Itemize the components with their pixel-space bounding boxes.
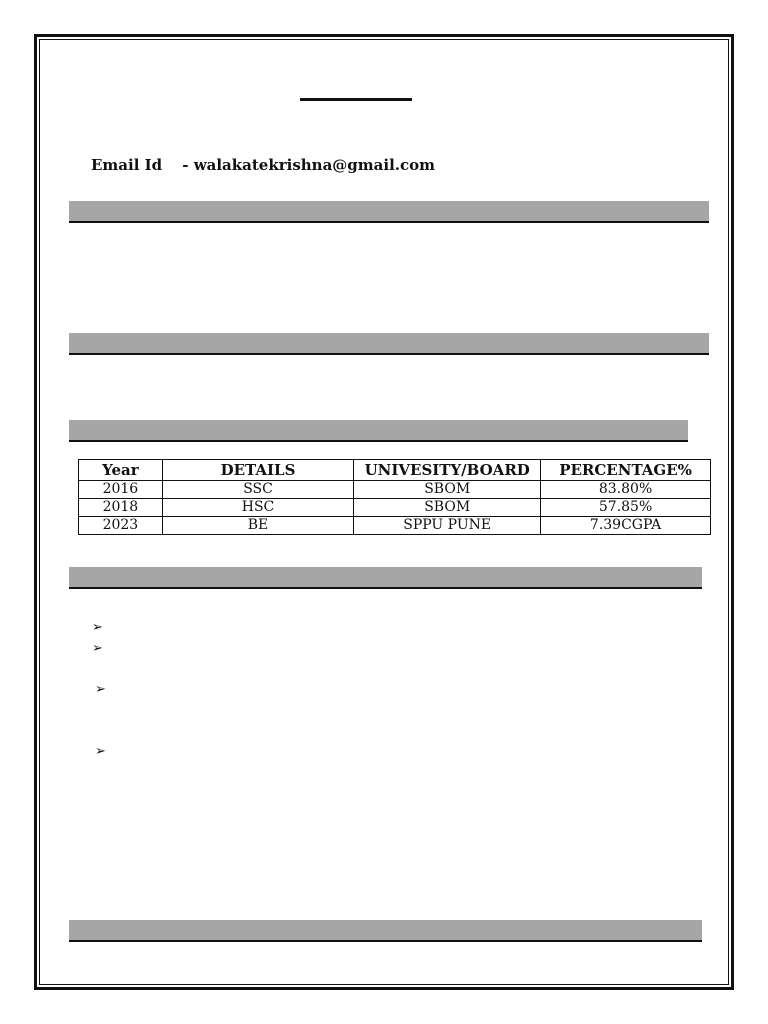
header-year: Year [79,460,163,481]
email-separator: - [182,156,189,174]
title-underline [300,98,412,101]
header-percentage: PERCENTAGE% [541,460,711,481]
email-row [91,156,435,174]
header-details: DETAILS [162,460,353,481]
bullet-arrow-icon: ➢ [95,744,106,759]
cell-university: SBOM [354,481,541,499]
cell-year: 2023 [79,517,163,535]
cell-details: SSC [162,481,353,499]
email-label: Email Id [91,156,163,174]
cell-details: BE [162,517,353,535]
cell-percentage: 7.39CGPA [541,517,711,535]
bullet-arrow-icon: ➢ [92,641,103,656]
table-row [79,517,711,535]
table-row [79,499,711,517]
cell-university: SPPU PUNE [354,517,541,535]
cell-percentage: 57.85% [541,499,711,517]
bullet-arrow-icon: ➢ [92,620,103,635]
header-university: UNIVESITY/BOARD [354,460,541,481]
cell-percentage: 83.80% [541,481,711,499]
section-bar-4 [69,567,702,589]
cell-year: 2018 [79,499,163,517]
section-bar-3 [69,420,688,442]
table-row [79,481,711,499]
cell-university: SBOM [354,499,541,517]
education-header-row [79,460,711,481]
section-bar-1 [69,201,709,223]
section-bar-2 [69,333,709,355]
section-bar-5 [69,920,702,942]
cell-details: HSC [162,499,353,517]
bullet-arrow-icon: ➢ [95,682,106,697]
email-value: walakatekrishna@gmail.com [193,156,436,174]
cell-year: 2016 [79,481,163,499]
education-table [78,459,711,535]
